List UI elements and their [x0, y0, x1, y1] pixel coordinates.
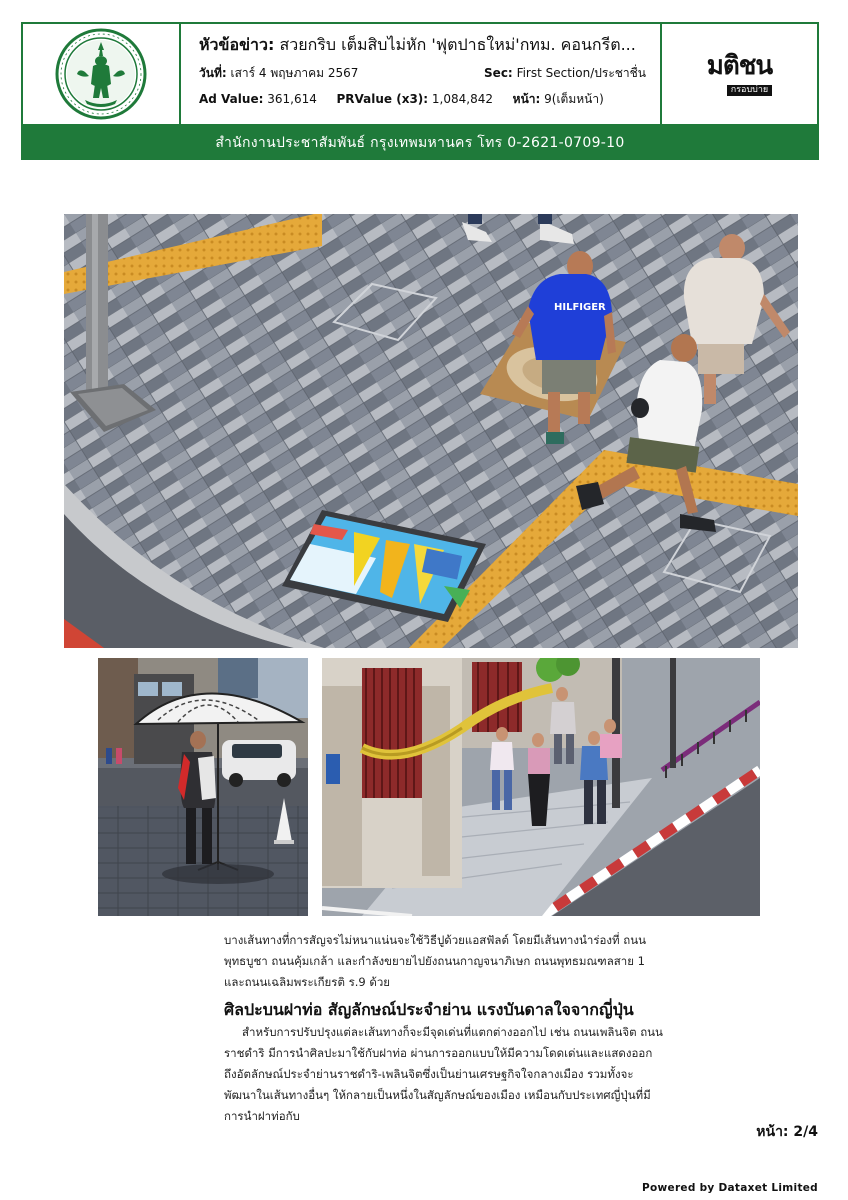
clipping-header	[21, 22, 819, 126]
section-group	[484, 58, 646, 88]
headline-text: สวยกริบ เต็มสิบไม่หัก 'ฟุตปาธใหม่'กทม. คอนกรีต...	[279, 35, 636, 54]
publisher-edition: กรอบบ่าย	[727, 85, 772, 96]
pr-value: 1,084,842	[431, 92, 493, 106]
ad-value: 361,614	[267, 92, 317, 106]
value-row	[199, 88, 646, 110]
photo-pedestrians-sidewalk	[322, 658, 760, 916]
photo-officer-umbrella	[98, 658, 308, 916]
main-photo-footpath	[64, 214, 798, 648]
section-label: Sec:	[484, 66, 513, 80]
article-paragraph-1: บางเส้นทางที่การสัญจรไม่หนาแน่นจะใช้วิธีปูด้วยแอสฟัลต์ โดยมีเส้นทางนำร่องที่ ถนนพุทธบูชา ถนนคุ้มเกล้า และกำลังขยายไปยังถนนกาญจนาภิเษก ถนนพุทธมณฑลสาย 1 และถนนเฉลิมพระเกียรติ ร.9 ด้วย	[224, 933, 646, 989]
bma-seal-logo	[55, 28, 147, 120]
ad-value-label: Ad Value:	[199, 92, 264, 106]
article-subheading: ศิลปะบนฝาท่อ สัญลักษณ์ประจำย่าน แรงบันดาลใจจากญี่ปุ่น	[224, 1000, 634, 1019]
date-value: เสาร์ 4 พฤษภาคม 2567	[230, 66, 359, 80]
headline-row	[199, 32, 646, 58]
publisher-logo-cell	[660, 24, 817, 124]
date-label: วันที่:	[199, 66, 227, 80]
headline-label: หัวข้อข่าว:	[199, 35, 275, 54]
bma-logo-cell	[23, 24, 181, 124]
clipping-info	[181, 24, 660, 124]
pr-office-band: สำนักงานประชาสัมพันธ์ กรุงเทพมหานคร โทร 0-2621-0709-10	[21, 126, 819, 160]
article-paragraph-2: สำหรับการปรับปรุงแต่ละเส้นทางก็จะมีจุดเด่นที่แตกต่างออกไป เช่น ถนนเพลินจิต ถนนราชดำริ มีการนำศิลปะมาใช้กับฝาท่อ ผ่านการออกแบบให้มีความโดดเด่นและแสดงออกถึงอัตลักษณ์ประจำย่านราชดำริ-เพลินจิตซึ่งเป็นย่านเศรษฐกิจใจกลางเมือง รวมทั้งจะพัฒนาในเส้นทางอื่นๆ ให้กลายเป็นหนึ่งในสัญลักษณ์ของเมือง เหมือนกับประเทศญี่ปุ่นที่มีการนำฝาท่อกับ	[224, 1025, 663, 1123]
section-value: First Section/ประชาชื่น	[516, 66, 646, 80]
shirt-print: HILFIGER	[554, 302, 606, 313]
page-number: หน้า: 2/4	[756, 1124, 818, 1140]
pr-value-label: PRValue (x3):	[336, 92, 429, 106]
page-value: 9(เต็มหน้า)	[544, 92, 604, 106]
publisher-name: มติชน	[706, 50, 773, 81]
date-section-row	[199, 58, 646, 88]
date-group	[199, 58, 358, 88]
publisher-logo	[706, 50, 773, 96]
powered-by: Powered by Dataxet Limited	[642, 1182, 818, 1194]
page-label: หน้า:	[512, 92, 541, 106]
